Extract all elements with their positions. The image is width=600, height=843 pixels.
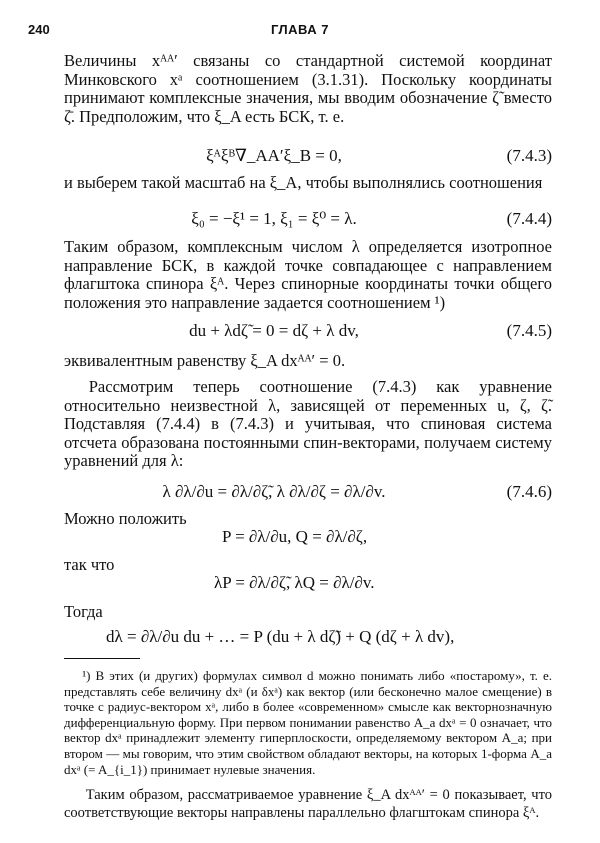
equation-formula: λ ∂λ/∂u = ∂λ/∂ζ̃, λ ∂λ/∂ζ = ∂λ/∂v.	[162, 482, 386, 501]
equation-formula: ξ₀ = −ξ¹ = 1, ξ₁ = ξ⁰ = λ.	[191, 209, 357, 228]
footnote-1	[64, 668, 552, 777]
equation-formula: ξᴬξᴮ∇_AA′ξ_B = 0,	[206, 146, 342, 165]
running-header	[0, 22, 600, 42]
paragraph-5: Рассмотрим теперь соотношение (7.4.3) как уравнение относительно неизвестной λ, зависящей от переменных u, ζ, ζ̃. Подставляя (7.4.4) в (7.4.3) и учитывая, что спиновая система отсчета образована постоянными спин-векторами, получаем систему уравнений для λ:	[64, 377, 552, 471]
footnote-divider	[64, 658, 140, 659]
equation-number: (7.4.4)	[506, 209, 552, 228]
equation-7-4-5	[64, 318, 552, 344]
equation-7-4-6	[64, 479, 552, 505]
paragraph-3: Таким образом, комплексным числом λ определяется изотропное направление БСК, в каждой точке совпадающее с направлением флагштока спинора ξᴬ. Через спинорные координаты точки общего положения это направление задается соотношением ¹)	[64, 237, 552, 312]
chapter-title: ГЛАВА 7	[270, 22, 330, 37]
label-mozhno-polozhit: Можно положить	[64, 509, 187, 528]
equation-lambda-p-q: λP = ∂λ/∂ζ̃, λQ = ∂λ/∂v.	[214, 573, 375, 592]
page-number: 240	[28, 22, 50, 37]
equation-number: (7.4.3)	[506, 146, 552, 165]
label-tak-chto: так что	[64, 555, 115, 574]
label-togda: Тогда	[64, 602, 103, 621]
equation-number: (7.4.6)	[506, 482, 552, 501]
equation-number: (7.4.5)	[506, 321, 552, 340]
equation-7-4-3	[64, 143, 552, 169]
equation-dlambda: dλ = ∂λ/∂u du + … = P (du + λ dζ̃) + Q (dζ + λ dv),	[106, 627, 455, 646]
paragraph-1: Величины xᴬᴬ′ связаны со стандартной системой координат Минковского xᵃ соотношением (3.1.31). Поскольку координаты принимают комплексные значения, мы вводим обозначение ζ̃ вместо ζ̄. Предположим, что ξ_A есть БСК, т. е.	[64, 51, 552, 126]
footnote-text: ¹) В этих (и других) формулах символ d можно понимать либо «постарому», т. е. представлять себе величину dxᵃ (и δxᵃ) как вектор (или бесконечно малое смещение) в точке с радиус-вектором xᵃ, либо в более «современном» смысле как векторнозначную дифференциальную форму. При первом понимании равенство A_a dxᵃ = 0 означает, что вектор dxᵃ принадлежит элементу гиперплоскости, определяемому вектором A_a; при втором — мы говорим, что этим свойством обладают векторы, на которых 1-форма A_a dxᵃ (= A_{i_1}) принимает нулевые значения.	[64, 668, 552, 777]
paragraph-4: эквивалентным равенству ξ_A dxᴬᴬ′ = 0.	[64, 351, 346, 370]
equation-p-q: P = ∂λ/∂u, Q = ∂λ/∂ζ,	[222, 527, 368, 546]
closing-paragraph: Таким образом, рассматриваемое уравнение ξ_A dxᴬᴬ′ = 0 показывает, что соответствующие векторы направлены параллельно флагштокам спинора ξᴬ.	[64, 787, 552, 821]
equation-formula: du + λdζ̃ = 0 = dζ + λ dv,	[189, 321, 359, 340]
equation-7-4-4	[64, 206, 552, 232]
paragraph-2: и выберем такой масштаб на ξ_A, чтобы выполнялись соотношения	[64, 173, 543, 192]
